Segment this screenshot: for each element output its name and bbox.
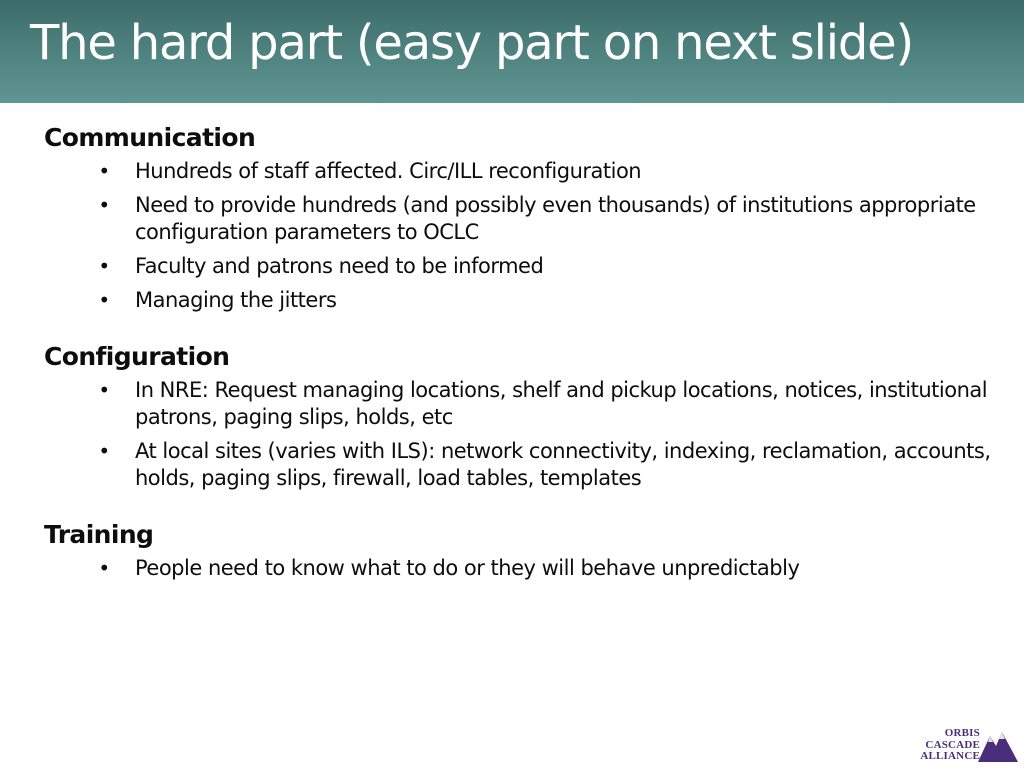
orbis-cascade-logo: [898, 728, 1018, 764]
logo-line: CASCADE: [925, 738, 980, 751]
bullet-text: Faculty and patrons need to be informed: [135, 254, 544, 278]
bullet-text: Need to provide hundreds (and possibly even thousands) of institutions appropriate configuration parameters to OCLC: [135, 193, 976, 244]
bullet-icon: •: [98, 254, 110, 278]
title-bar: [0, 0, 1024, 103]
slide-body: [44, 121, 1004, 608]
section-heading: Communication: [44, 123, 256, 152]
section-training: [44, 518, 1004, 582]
section-heading: Training: [44, 520, 154, 549]
bullet-item: [44, 253, 1004, 280]
bullet-icon: •: [98, 378, 110, 402]
section-heading: Configuration: [44, 342, 230, 371]
bullet-icon: •: [98, 288, 110, 312]
bullet-icon: •: [98, 556, 110, 580]
bullet-icon: •: [98, 439, 110, 463]
mountain-icon: [978, 730, 1018, 762]
bullet-text: Hundreds of staff affected. Circ/ILL reconfiguration: [135, 159, 642, 183]
bullet-text: At local sites (varies with ILS): network connectivity, indexing, reclamation, accounts, holds, paging slips, firewall, load tables, templates: [135, 439, 991, 490]
bullet-text: People need to know what to do or they will behave unpredictably: [135, 556, 800, 580]
logo-wordmark: [920, 728, 980, 763]
slide-title: The hard part (easy part on next slide): [30, 15, 913, 71]
bullet-text: In NRE: Request managing locations, shelf and pickup locations, notices, institutional patrons, paging slips, holds, etc: [135, 378, 988, 429]
bullet-item: [44, 158, 1004, 185]
bullet-list: [44, 555, 1004, 582]
bullet-text: Managing the jitters: [135, 288, 337, 312]
bullet-item: [44, 287, 1004, 314]
bullet-item: [44, 555, 1004, 582]
bullet-item: [44, 192, 1004, 246]
logo-line: ALLIANCE: [920, 750, 980, 762]
logo-line: ORBIS: [944, 727, 980, 739]
section-communication: [44, 121, 1004, 314]
section-configuration: [44, 340, 1004, 492]
bullet-list: [44, 377, 1004, 492]
bullet-item: [44, 438, 1004, 492]
bullet-item: [44, 377, 1004, 431]
bullet-list: [44, 158, 1004, 314]
bullet-icon: •: [98, 193, 110, 217]
bullet-icon: •: [98, 159, 110, 183]
